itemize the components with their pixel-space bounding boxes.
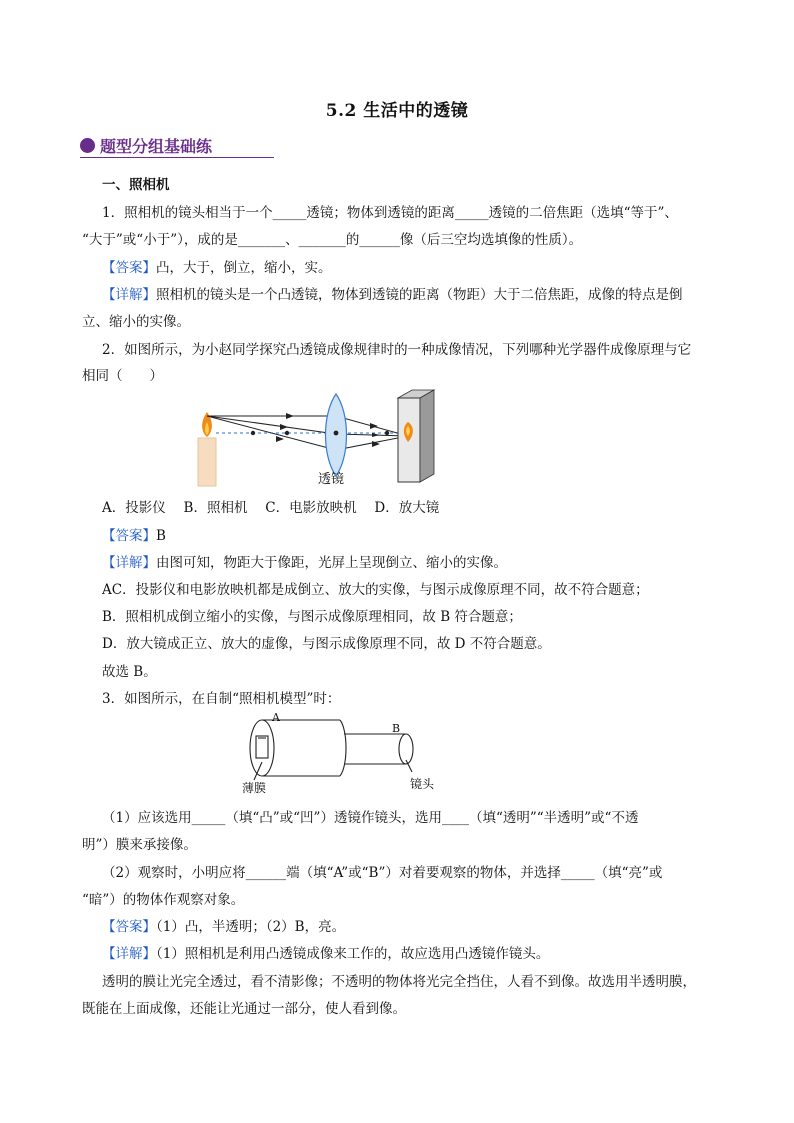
label-b: B (392, 722, 401, 735)
q1-detail-2: 立、缩小的实像。 (82, 314, 190, 330)
q2-line-1: 2．如图所示，为小赵同学探究凸透镜成像规律时的一种成像情况，下列哪种光学器件成像原理与它 (102, 342, 692, 358)
small-tube-end (399, 734, 413, 764)
label-lens: 镜头 (410, 777, 435, 791)
camera-model-figure (240, 710, 450, 796)
q2-options: A．投影仪 B．照相机 C．电影放映机 D．放大镜 (102, 500, 440, 516)
q3-line-1: 3．如图所示，在自制“照相机模型”时： (102, 691, 341, 707)
q3-sub2-line-1: （2）观察时，小明应将______端（填“A”或“B”）对着要观察的物体，并选择_____（填“亮”或 (102, 865, 663, 881)
section-underline (80, 157, 274, 158)
q1-answer (102, 256, 332, 276)
q2-detail-3: B．照相机成倒立缩小的实像，与图示成像原理相同，故 B 符合题意； (102, 609, 522, 625)
detail-text: 照相机的镜头是一个凸透镜，物体到透镜的距离（物距）大于二倍焦距，成像的特点是倒 (156, 287, 683, 303)
q2-detail-1 (102, 551, 507, 571)
answer-tag: 【答案】 (102, 528, 156, 544)
lens-optics-figure (190, 386, 440, 490)
q3-sub1-line-2: 明”）膜来承接像。 (82, 837, 197, 853)
q3-detail-3: 既能在上面成像，还能让光通过一部分，使人看到像。 (82, 1001, 406, 1017)
lens-label: 透镜 (318, 472, 345, 487)
detail-tag: 【详解】 (102, 555, 156, 571)
q2-detail-5: 故选 B。 (102, 664, 157, 680)
detail-text: （1）照相机是利用凸透镜成像来工作的，故应选用凸透镜作镜头。 (156, 946, 550, 962)
detail-text: 由图可知，物距大于像距，光屏上呈现倒立、缩小的实像。 (156, 555, 507, 571)
q2-line-2: 相同（ ） (82, 368, 163, 384)
big-tube-end (250, 720, 274, 776)
q3-answer (102, 915, 345, 935)
answer-text: 凸，大于，倒立，缩小，实。 (156, 260, 332, 276)
page-title: 5.2 生活中的透镜 (325, 101, 469, 121)
detail-tag: 【详解】 (102, 946, 156, 962)
bullet-dot-icon (80, 138, 95, 153)
q3-sub1-line-1: （1）应该选用_____（填“凸”或“凹”）透镜作镜头，选用____（填“透明”“半透明”或“不透 (102, 810, 639, 826)
label-film: 薄膜 (242, 781, 267, 795)
q2-detail-2: AC．投影仪和电影放映机都是成倒立、放大的实像，与图示成像原理不同，故不符合题意； (102, 582, 649, 598)
q3-sub2-line-2: “暗”）的物体作观察对象。 (82, 892, 245, 908)
label-a: A (272, 711, 280, 724)
q2-answer (102, 524, 166, 544)
q2-detail-4: D．放大镜成正立、放大的虚像，与图示成像原理不同，故 D 不符合题意。 (102, 636, 551, 652)
answer-tag: 【答案】 (102, 919, 156, 935)
answer-tag: 【答案】 (102, 260, 156, 276)
q1-line-1: 1．照相机的镜头相当于一个_____透镜；物体到透镜的距离_____透镜的二倍焦距（选填“等于”、 (102, 205, 678, 221)
candle-body (198, 438, 216, 486)
q3-detail-1 (102, 942, 549, 962)
q3-detail-2: 透明的膜让光完全透过，看不清影像；不透明的物体将光完全挡住，人看不到像。故选用半透明膜， (102, 974, 696, 990)
subsection-heading: 一、照相机 (102, 177, 170, 193)
q1-detail-1 (102, 283, 683, 303)
detail-tag: 【详解】 (102, 287, 156, 303)
q1-line-2: “大于”或“小于”），成的是_______、_______的______像（后三空均选填像的性质）。 (82, 232, 583, 248)
answer-text: B (156, 528, 166, 544)
section-label: 题型分组基础练 (100, 137, 213, 156)
answer-text: （1）凸，半透明；（2）B，亮。 (156, 919, 346, 935)
